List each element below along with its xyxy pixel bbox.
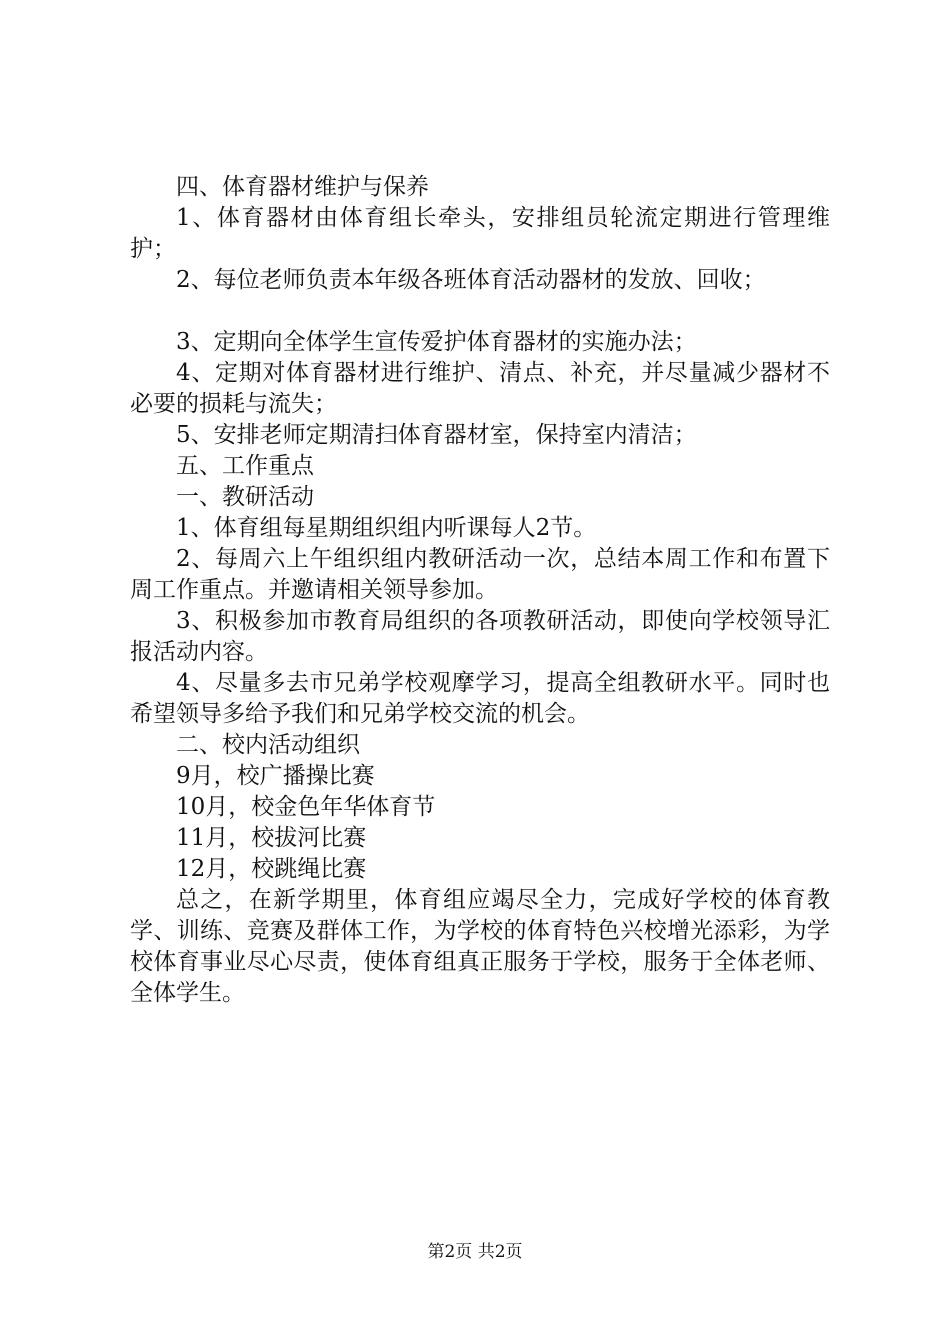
paragraph: 1、体育器材由体育组长牵头，安排组员轮流定期进行管理维护；: [130, 205, 830, 262]
document-body: [130, 172, 830, 1009]
activity-item: 9月，校广播操比赛: [176, 763, 375, 789]
paragraph: 4、定期对体育器材进行维护、清点、补充，并尽量减少器材不必要的损耗与流失；: [130, 360, 830, 417]
section-heading-focus: 五、工作重点: [176, 453, 314, 479]
paragraph: 1、体育组每星期组织组内听课每人2节。: [176, 515, 597, 541]
activity-item: 10月，校金色年华体育节: [176, 794, 436, 820]
activity-item: 11月，校拔河比赛: [176, 825, 367, 851]
subsection-heading-activities: 二、校内活动组织: [176, 732, 360, 758]
paragraph: 4、尽量多去市兄弟学校观摩学习，提高全组教研水平。同时也希望领导多给予我们和兄弟学校交流的机会。: [130, 670, 830, 727]
page-footer: 第2页 共2页: [427, 1242, 523, 1262]
paragraph: 5、安排老师定期清扫体育器材室，保持室内清洁；: [176, 422, 697, 448]
paragraph: 3、定期向全体学生宣传爱护体育器材的实施办法；: [176, 329, 697, 355]
paragraph: 3、积极参加市教育局组织的各项教研活动，即使向学校领导汇报活动内容。: [130, 608, 830, 665]
subsection-heading-research: 一、教研活动: [176, 484, 314, 510]
summary-paragraph: 总之，在新学期里，体育组应竭尽全力，完成好学校的体育教学、训练、竞赛及群体工作，为学校的体育特色兴校增光添彩，为学校体育事业尽心尽责，使体育组真正服务于学校，服务于全体老师、全体学生。: [130, 887, 830, 1006]
activity-item: 12月，校跳绳比赛: [176, 856, 367, 882]
paragraph: 2、每周六上午组织组内教研活动一次，总结本周工作和布置下周工作重点。并邀请相关领导参加。: [130, 546, 830, 603]
section-heading-equipment: 四、体育器材维护与保养: [176, 174, 429, 200]
paragraph: 2、每位老师负责本年级各班体育活动器材的发放、回收；: [176, 267, 766, 293]
blank-line: [130, 296, 830, 327]
